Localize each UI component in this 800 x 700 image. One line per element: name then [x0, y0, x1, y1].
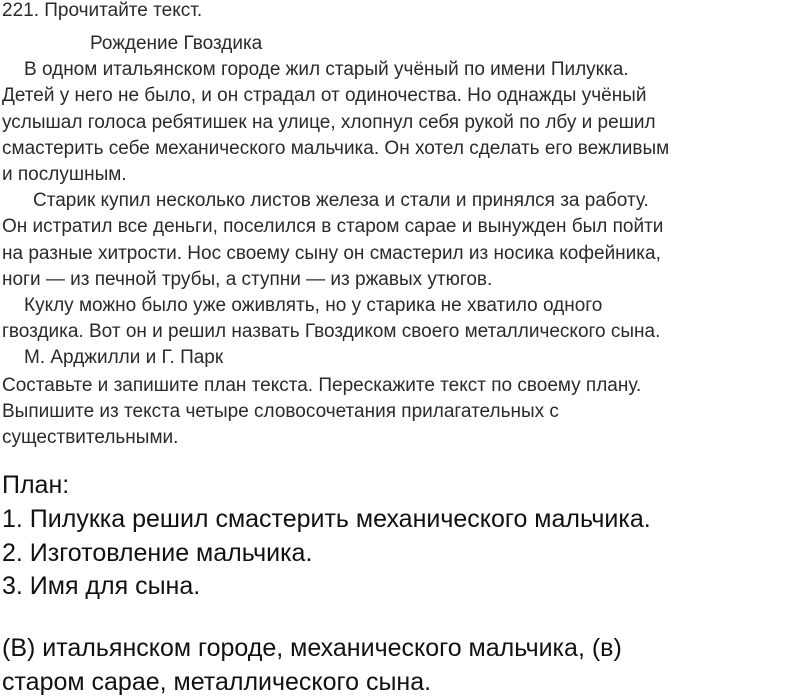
task-line: Выпишите из текста четыре словосочетания прилагательных с	[2, 401, 559, 423]
plan-item: 2. Изготовление мальчика.	[2, 538, 313, 567]
plan-item: 3. Имя для сына.	[2, 572, 201, 601]
phrases-line: (В) итальянском городе, механического мальчика, (в)	[2, 634, 622, 663]
story-line: услышал голоса ребятишек на улице, хлопнул себя рукой по лбу и решил	[2, 111, 656, 133]
story-line: Он истратил все деньги, поселился в старом сарае и вынужден был пойти	[2, 216, 664, 238]
story-line: Детей у него не было, и он страдал от одиночества. Но однажды учёный	[2, 85, 647, 107]
story-line: В одном итальянском городе жил старый учёный по имени Пилукка.	[24, 59, 629, 81]
story-line: смастерить себе механического мальчика. Он хотел сделать его вежливым	[2, 137, 670, 159]
plan-label: План:	[2, 471, 70, 499]
story-text	[2, 31, 800, 372]
story-line: Куклу можно было уже оживлять, но у старика не хватило одного	[24, 295, 603, 317]
plan-item: 1. Пилукка решил смастерить механического мальчика.	[2, 504, 651, 533]
task-line: существительными.	[2, 427, 179, 449]
story-authors: М. Арджилли и Г. Парк	[24, 347, 224, 369]
task-instructions	[2, 373, 800, 452]
exercise-header: 221. Прочитайте текст.	[2, 0, 203, 21]
story-title: Рождение Гвоздика	[90, 33, 263, 54]
story-line: гвоздика. Вот он и решил назвать Гвоздиком своего металлического сына.	[2, 321, 661, 343]
answer-spacer	[2, 604, 800, 632]
story-line: Старик купил несколько листов железа и стали и принялся за работу.	[33, 190, 649, 212]
story-line: и послушным.	[2, 164, 127, 186]
story-line: ноги — из печной трубы, а ступни — из ржавых утюгов.	[2, 268, 493, 290]
answer-section	[2, 469, 800, 700]
task-line: Составьте и запишите план текста. Перескажите текст по своему плану.	[2, 375, 642, 396]
story-line: на разные хитрости. Нос своему сыну он смастерил из носика кофейника,	[2, 242, 661, 264]
phrases-line: старом сарае, металлического сына.	[2, 667, 432, 696]
